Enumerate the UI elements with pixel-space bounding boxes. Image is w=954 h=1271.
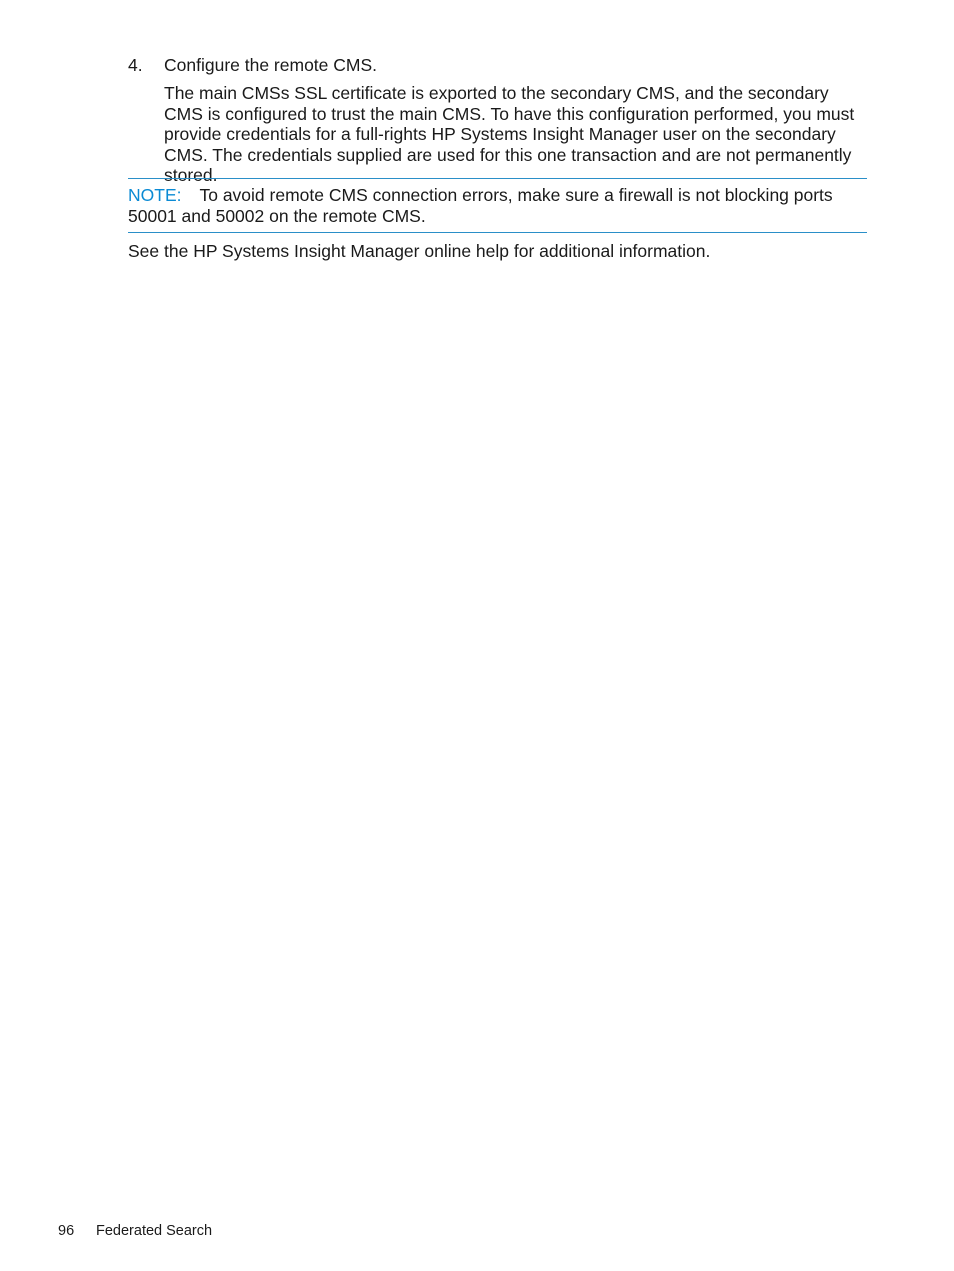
footer-section-title: Federated Search <box>96 1223 213 1239</box>
step-title: Configure the remote CMS. <box>164 55 378 75</box>
note-box <box>128 178 867 233</box>
step-description: The main CMSs SSL certificate is exported to the secondary CMS, and the secondary CMS is configured to trust the main CMS. To have this configuration performed, you must provide credentials for a full-rights HP Systems Insight Manager user on the secondary CMS. The credentials supplied are used for this one transaction and are not permanently stored. <box>164 83 855 186</box>
page-footer <box>58 1222 212 1240</box>
step-number: 4. <box>128 55 143 75</box>
note-text: To avoid remote CMS connection errors, make sure a firewall is not blocking ports 50001 and 50002 on the remote CMS. <box>128 185 833 226</box>
note-label: NOTE: <box>128 185 182 205</box>
step-heading <box>128 55 868 76</box>
procedure-step <box>128 55 868 186</box>
page-number: 96 <box>58 1223 75 1239</box>
see-also-paragraph: See the HP Systems Insight Manager online help for additional information. <box>128 241 711 261</box>
